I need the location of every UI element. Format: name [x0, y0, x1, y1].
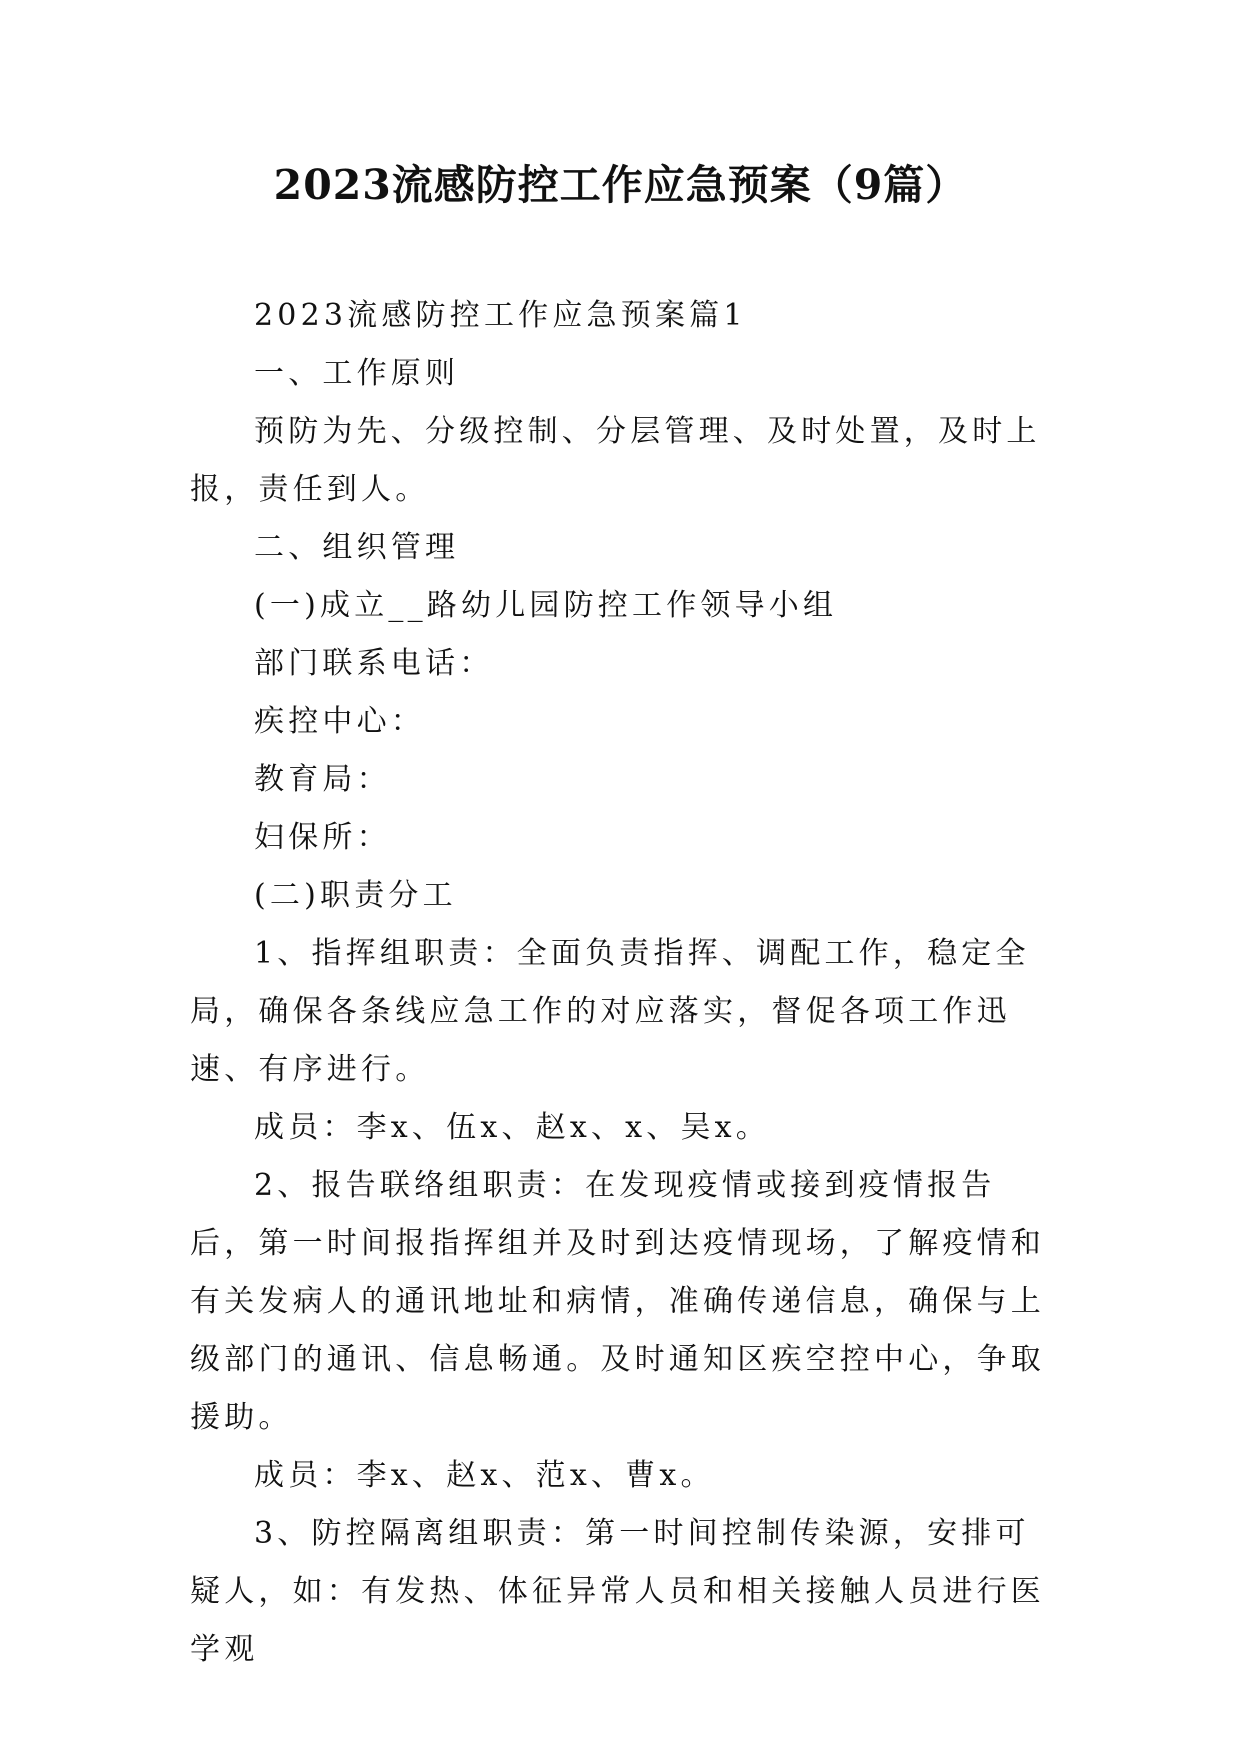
paragraph: (一)成立__路幼儿园防控工作领导小组 — [254, 588, 838, 623]
document-body — [190, 287, 1060, 1679]
paragraph: 2、报告联络组职责：在发现疫情或接到疫情报告后，第一时间报指挥组并及时到达疫情现场，了解疫情和有关发病人的通讯地址和病情，准确传递信息，确保与上级部门的通讯、信息畅通。及时通知区疾空控中心，争取援助。 — [190, 1168, 1045, 1435]
paragraph: 一、工作原则 — [254, 356, 460, 391]
paragraph: 1、指挥组职责：全面负责指挥、调配工作，稳定全局，确保各条线应急工作的对应落实，督促各项工作迅速、有序进行。 — [190, 936, 1030, 1087]
paragraph: 成员：李x、赵x、范x、曹x。 — [254, 1458, 715, 1493]
paragraph: (二)职责分工 — [254, 878, 457, 913]
paragraph: 二、组织管理 — [254, 530, 460, 565]
paragraph: 教育局： — [254, 762, 391, 797]
document-title: 2023流感防控工作应急预案（9篇） — [273, 161, 968, 209]
section-heading: 2023流感防控工作应急预案篇1 — [254, 298, 747, 333]
paragraph: 预防为先、分级控制、分层管理、及时处置，及时上报，责任到人。 — [190, 414, 1041, 507]
paragraph: 疾控中心： — [254, 704, 425, 739]
paragraph: 部门联系电话： — [254, 646, 494, 681]
paragraph: 3、防控隔离组职责：第一时间控制传染源，安排可疑人，如：有发热、体征异常人员和相关接触人员进行医学观 — [190, 1516, 1045, 1667]
paragraph: 妇保所： — [254, 820, 391, 855]
paragraph: 成员：李x、伍x、赵x、x、吴x。 — [254, 1110, 770, 1145]
